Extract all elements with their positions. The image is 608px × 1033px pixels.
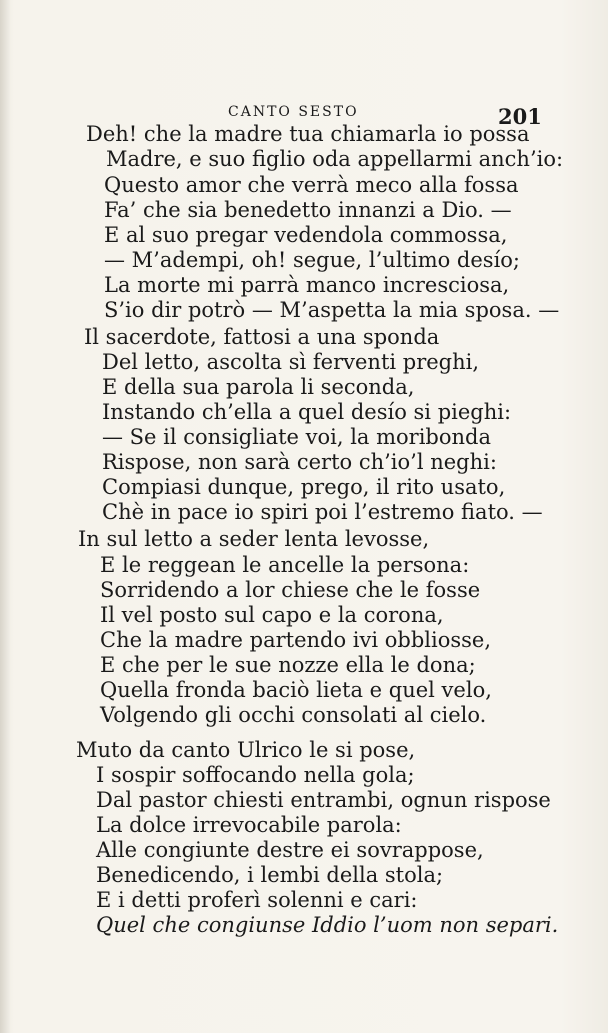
page-number: 201	[498, 104, 542, 129]
verse-line: E della sua parola li seconda,	[102, 375, 415, 399]
verse-line: Alle congiunte destre ei sovrappose,	[96, 838, 484, 862]
verse-line: Fa’ che sia benedetto innanzi a Dio. —	[104, 198, 512, 222]
verse-line: Quella fronda baciò lieta e quel velo,	[100, 678, 492, 702]
verse-line: Madre, e suo figlio oda appellarmi anch’io:	[106, 147, 564, 171]
verse-line: Il sacerdote, fattosi a una sponda	[84, 325, 440, 349]
verse-line: E al suo pregar vedendola commossa,	[104, 223, 508, 247]
verse-line: La dolce irrevocabile parola:	[96, 813, 402, 837]
verse-line: In sul letto a seder lenta levosse,	[78, 527, 430, 551]
verse-line: Sorridendo a lor chiese che le fosse	[100, 578, 481, 602]
verse-line: Compiasi dunque, prego, il rito usato,	[102, 475, 506, 499]
verse-line: E che per le sue nozze ella le dona;	[100, 653, 476, 677]
verse-line: Chè in pace io spiri poi l’estremo fiato. —	[102, 500, 543, 524]
verse-line: — Se il consigliate voi, la moribonda	[102, 425, 492, 449]
running-title: CANTO SESTO	[228, 104, 359, 120]
page-binding-shadow	[0, 0, 10, 1033]
verse-line: Benedicendo, i lembi della stola;	[96, 863, 444, 887]
verse-line: Instando ch’ella a quel desío si pieghi:	[102, 400, 512, 424]
verse-line: E le reggean le ancelle la persona:	[100, 553, 470, 577]
verse-line: S’io dir potrò — M’aspetta la mia sposa. —	[104, 298, 560, 322]
verse-line: Questo amor che verrà meco alla fossa	[104, 173, 519, 197]
verse-line: La morte mi parrà manco incresciosa,	[104, 273, 510, 297]
verse-line: Rispose, non sarà certo ch’io’l neghi:	[102, 450, 497, 474]
verse-line: — M’adempi, oh! segue, l’ultimo desío;	[104, 248, 521, 272]
verse-line: Del letto, ascolta sì ferventi preghi,	[102, 350, 480, 374]
verse-line: Muto da canto Ulrico le si pose,	[76, 738, 416, 762]
verse-line-italic: Quel che congiunse Iddio l’uom non separi.	[96, 913, 559, 937]
verse-line: Che la madre partendo ivi obbliosse,	[100, 628, 492, 652]
verse-line: Deh! che la madre tua chiamarla io possa	[86, 122, 530, 146]
verse-line: Dal pastor chiesti entrambi, ognun rispose	[96, 788, 551, 812]
verse-line: Il vel posto sul capo e la corona,	[100, 603, 444, 627]
verse-line: Volgendo gli occhi consolati al cielo.	[100, 703, 487, 727]
verse-line: E i detti proferì solenni e cari:	[96, 888, 418, 912]
verse-line: I sospir soffocando nella gola;	[96, 763, 415, 787]
